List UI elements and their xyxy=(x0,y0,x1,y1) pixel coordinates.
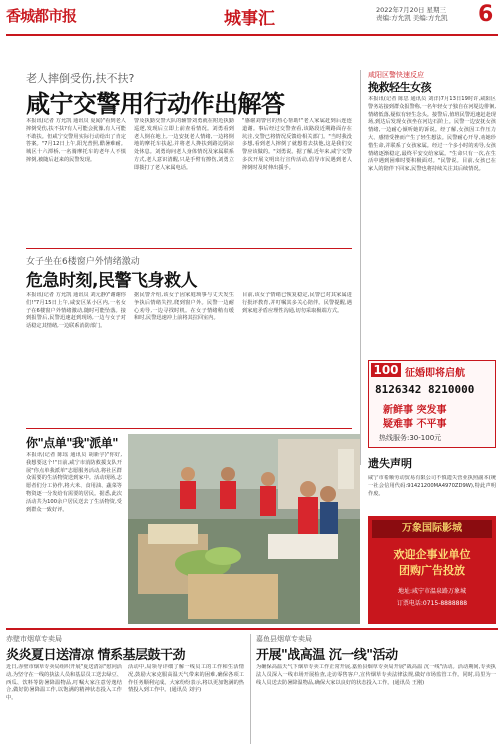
bottom-right-headline: 开展"战高温 沉一线"活动 xyxy=(256,648,398,663)
section-title: 城事汇 xyxy=(224,9,275,29)
cinema-hotline: 订票电话:0715-8888888 xyxy=(396,600,468,607)
photo-story-body: 本报讯(记者 陈瑶 通讯员 胡新宇)"你好,我想要这个!"日前,咸宁市消防救援支队开展"你点单我派单"志愿服务活动,将社区群众需要的生活物资送到家中。活动现场,志愿者们分工协作,将大米、食用油、蔬菜等物资逐一分发给有需要的居民。据悉,此次活动共为100余户居民送去了生活物资,受到群众一致好评。 xyxy=(26,452,122,513)
ad-hours: 热线服务:30-100元 xyxy=(379,434,442,442)
ad-line-2: 疑难事 不平事 xyxy=(383,419,447,430)
lead-column-1: 本报讯(记者 方允凯 通讯员 夏闻)"看到老人摔倒受伤,扶不扶?有人可能会犹豫,有人可能不敢扶。但咸宁交警用实际行动给出了肯定答案。"7月12日上午,阳光普照,酷暑难耐。城区十六潭桥,一名骑摩托车的老年人不慎摔倒,被随后赶来的民警发现。 xyxy=(26,118,126,163)
bottom-rule xyxy=(6,628,498,630)
sidebar-kicker: 咸阳区警快速反应 xyxy=(368,71,424,79)
photo-story-headline: 你"点单"我"派单" xyxy=(26,436,119,450)
bottom-left-column-2: 活动中,局领导详细了解一线员工的工作和生活情况,鼓励大家克服高温天气带来的困难,确保各项工作任务顺利完成。大家纷纷表示,将以更加饱满的热情投入到工作中。(通讯员 刘宇) xyxy=(128,664,244,694)
issue-date-line xyxy=(376,6,488,22)
hotline-ad xyxy=(368,360,496,448)
lead-column-2: 警及执勤交警大队的辅警刘勇就在附近执勤巡逻,发现后立即上前查看情况。刘勇看到老人倒在地上,一边安抚老人情绪,一边将倒地的摩托车扶起,并将老人搀扶到路边阴凉处休息。刘勇询问老人身体情况及家属联系方式,老人意识清醒,只是手臂有擦伤,刘勇立即拨打了老人家属电话。 xyxy=(134,118,234,171)
bottom-left-headline: 炎炎夏日送清凉 情系基层鼓干劲 xyxy=(6,648,186,663)
notice-body: 咸宁市希顺劳动贸易有限公司不慎遗失营业执照副本(统一社会信用代码:91421200MA4970ZD9W),特此声明作废。 xyxy=(368,475,496,497)
lead-headline: 咸宁交警用行动作出解答 xyxy=(26,90,285,118)
cinema-line-1: 欢迎企事业单位 xyxy=(393,548,471,561)
page-number: 6 xyxy=(478,2,494,27)
lead-kicker: 老人摔倒受伤,扶不扶? xyxy=(26,72,135,85)
ad-title: 征婚即将启航 xyxy=(405,368,465,379)
second-kicker: 女子坐在6楼窗户外情绪激动 xyxy=(26,257,140,267)
second-column-3: 目前,该女子情绪已恢复稳定,民警已对其家属进行批评教育,并叮嘱其多关心陪伴。民警提醒,遇到家庭矛盾应理性沟通,切勿采取极端方式。 xyxy=(242,292,352,314)
notice-title: 遗失声明 xyxy=(368,457,412,470)
section-rule xyxy=(26,248,352,249)
volunteers-photo xyxy=(128,434,360,624)
cinema-ad xyxy=(368,516,496,624)
cinema-line-2: 团购广告投放 xyxy=(399,564,465,577)
news-photo xyxy=(128,434,360,624)
bottom-left-kicker: 赤壁市烟草专卖局 xyxy=(6,635,62,643)
ad-number: 100 xyxy=(371,363,401,377)
ad-phone: 8126342 8210000 xyxy=(375,383,475,396)
newspaper-logo: 香城都市报 xyxy=(6,7,77,25)
sidebar-body: 本报讯(记者 陈思 通讯员 刘洋)7月13日19时许,咸阳区警务站接到群众报警称,一名年轻女子独自在河堤边徘徊,情绪低落,疑似有轻生念头。接警后,值班民警迅速赶赴现场,到达后发现女孩坐在河边石阶上。民警一边安抚女孩情绪,一边耐心倾听她的诉说。经了解,女孩因工作压力大、感情受挫而产生了轻生想法。民警耐心开导,劝她珍惜生命,并联系了女孩家属。经过一个多小时的劝导,女孩情绪逐渐稳定,最终平安交给家属。"生命只有一次,在生活中遇到困难时要积极面对。"民警说。目前,女孩已在家人的陪伴下回家,民警也将持续关注其后续情况。 xyxy=(368,96,496,173)
second-headline: 危急时刻,民警飞身救人 xyxy=(26,271,197,291)
bottom-left-column-1: 近日,赤壁市烟草专卖局组织开展"夏送清凉"慰问活动,为坚守在一线的执法人员和基层员工送去绿豆、西瓜、饮料等防暑降温物品,叮嘱大家注意劳逸结合,做好防暑降温工作,以饱满的精神状态投入工作中。 xyxy=(6,664,122,702)
second-column-2: 据民警介绍,该女子因家庭琐事与丈夫发生争执后情绪失控,爬到窗户外。民警一边耐心劝导,一边寻找时机。在女子情绪稍有缓和时,民警迅速冲上前将其拉回室内。 xyxy=(134,292,234,322)
second-column-1: 本报讯(记者 方允凯 通讯员 刘元静)"谢谢你们!"7月15日上午,咸安区某小区内,一名女子在6楼窗户外情绪激动,随时可能坠落。接到报警后,民警迅速赶到现场,一边与女子对话稳定其情绪,一边联系消防部门。 xyxy=(26,292,126,330)
sidebar-headline: 挽救轻生女孩 xyxy=(368,81,431,94)
bottom-right-body: 为确保高温天气下烟草专卖工作正常开展,嘉鱼县烟草专卖局开展"战高温 沉一线"活动。活动期间,专卖执法人员深入一线市场开展检查,走访零售客户,宣传烟草专卖法律法规,做好市场监管工作。同时,局里为一线人员送去防暑降温物品,确保大家以良好的状态投入工作。(通讯员 王刚) xyxy=(256,664,496,686)
bottom-divider xyxy=(250,634,251,744)
lost-notice xyxy=(368,455,496,513)
bottom-right-kicker: 嘉鱼县烟草专卖局 xyxy=(256,635,312,643)
ad-line-1: 新鲜事 突发事 xyxy=(383,405,447,416)
cinema-brand: 万象国际影城 xyxy=(372,520,492,538)
cinema-address: 地址:咸宁市温泉路万象城 xyxy=(397,588,467,595)
lead-column-3: "感谢刘警官的热心帮助!"老人家属赶到后连连道谢。事后经过交警查看,该路段近期路面存在坑洼,交警已将情况反馈给相关部门。"当时我没多想,看到老人摔倒了就想着去扶他,这是我们交警应该做的。"刘勇说。据了解,近年来,咸宁交警多次开展文明出行宣传活动,倡导市民遇到老人摔倒时及时伸出援手。 xyxy=(242,118,352,171)
masthead-rule xyxy=(6,34,498,36)
column-divider xyxy=(360,70,361,465)
section-rule xyxy=(26,428,352,429)
editor-credits: 责编:方允凯 美编:方允凯 xyxy=(376,14,448,22)
issue-date: 2022年7月20日 星期三 xyxy=(376,6,447,14)
